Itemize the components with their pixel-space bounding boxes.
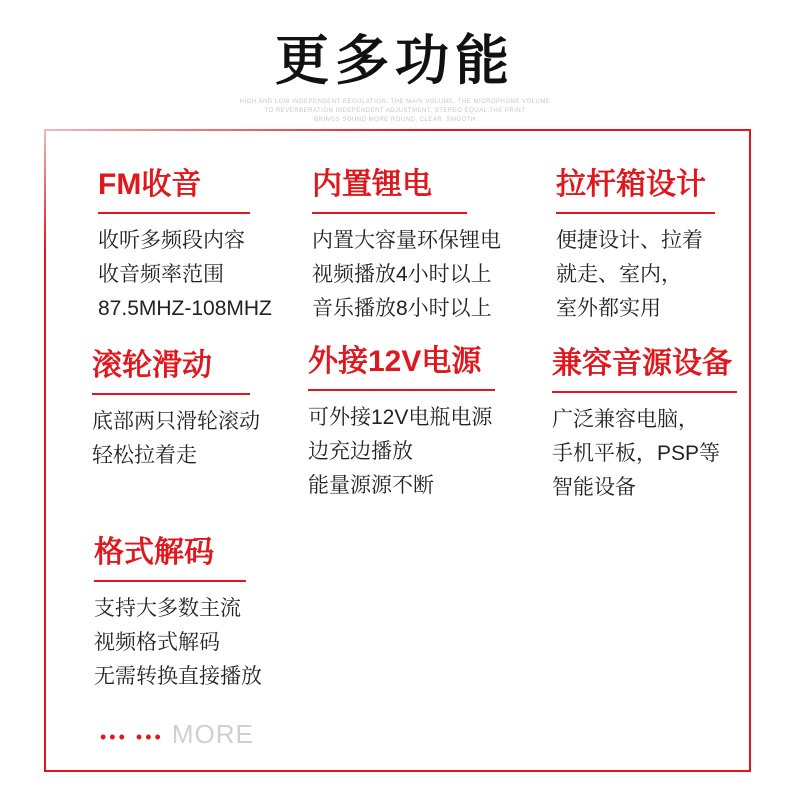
feature-line: 智能设备 (552, 476, 636, 499)
feature-fm-radio (98, 166, 272, 326)
feature-divider (92, 393, 250, 395)
feature-line: 广泛兼容电脑， (552, 408, 699, 431)
page-title: 更多功能 (275, 31, 515, 91)
feature-title: FM收音 (98, 168, 202, 201)
feature-divider (94, 580, 246, 582)
feature-line: 手机平板，PSP等 (552, 442, 721, 465)
feature-title: 格式解码 (94, 536, 214, 569)
feature-lithium-battery (312, 166, 501, 326)
feature-line: 支持大多数主流 (94, 597, 241, 620)
feature-title: 内置锂电 (312, 168, 432, 201)
feature-trolley-design (556, 166, 715, 326)
feature-line: 底部两只滑轮滚动 (92, 410, 260, 433)
feature-divider (98, 212, 250, 214)
feature-title: 兼容音源设备 (552, 347, 732, 380)
feature-line: 视频格式解码 (94, 631, 220, 654)
feature-line: 内置大容量环保锂电 (312, 229, 501, 252)
feature-divider (312, 212, 467, 214)
feature-line: 室外都实用 (556, 297, 661, 320)
feature-line: 能量源源不断 (308, 474, 434, 497)
feature-line: 轻松拉着走 (92, 444, 197, 467)
feature-line: 就走、室内， (556, 263, 682, 286)
feature-line: 可外接12V电瓶电源 (308, 406, 493, 429)
feature-divider (308, 389, 495, 391)
feature-line: 音乐播放8小时以上 (312, 297, 492, 320)
feature-line: 视频播放4小时以上 (312, 263, 492, 286)
feature-divider (556, 212, 715, 214)
feature-line: 收音频率范围 (98, 263, 224, 286)
feature-line: 边充边播放 (308, 440, 413, 463)
feature-format-decoding (94, 534, 262, 694)
feature-title: 滚轮滑动 (92, 349, 212, 382)
feature-external-power (308, 343, 495, 503)
subtitle-line: BRINGS SOUND MORE ROUND, CLEAR, SMOOTH (314, 117, 476, 123)
more-label: MORE (171, 719, 254, 749)
more-dots: ••• ••• (100, 727, 164, 747)
frame-top-border (44, 129, 751, 131)
feature-line: 87.5MHZ-108MHZ (98, 297, 272, 320)
more-link[interactable] (100, 719, 254, 752)
subtitle-line: HIGH AND LOW INDEPENDENT REGULATION, THE MAIN VOLUME, THE MICROPHONE VOLUME (239, 99, 551, 105)
feature-title: 外接12V电源 (308, 345, 482, 378)
feature-line: 便捷设计、拉着 (556, 229, 703, 252)
subtitle (0, 98, 790, 125)
feature-line: 收听多频段内容 (98, 229, 245, 252)
feature-title: 拉杆箱设计 (556, 168, 706, 201)
feature-wheels (92, 347, 260, 473)
feature-line: 无需转换直接播放 (94, 665, 262, 688)
feature-compatible-sources (552, 345, 737, 505)
frame-left-border-fade (44, 129, 46, 249)
subtitle-line: TO REVERBERATION INDEPENDENT ADJUSTMENT, STEREO EQUAL THE PRINT (264, 108, 526, 114)
feature-divider (552, 391, 737, 393)
